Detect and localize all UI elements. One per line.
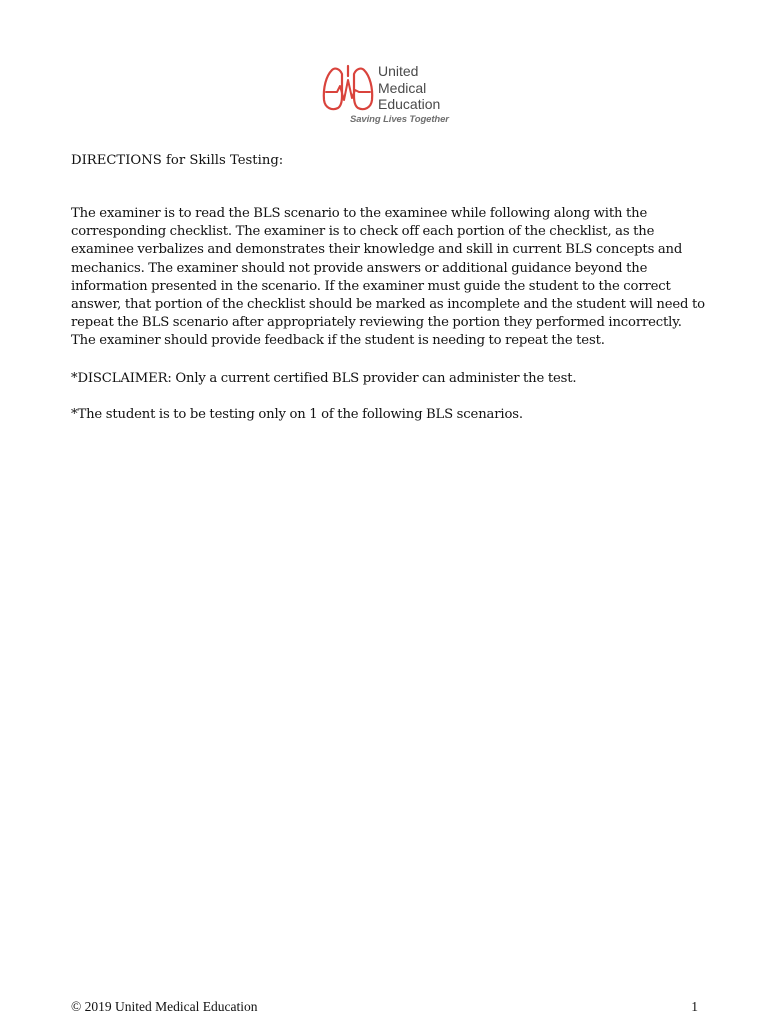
paragraph-line: The examiner should provide feedback if the student is needing to repeat the test. <box>71 333 605 349</box>
logo-word: Medical <box>378 79 427 96</box>
scenario-note-paragraph <box>71 406 711 424</box>
paragraph-line: repeat the BLS scenario after appropriately reviewing the portion they performed incorrectly. <box>71 315 682 331</box>
company-logo <box>322 62 462 126</box>
paragraph-line: mechanics. The examiner should not provide answers or additional guidance beyond the <box>71 260 648 276</box>
page-title: DIRECTIONS for Skills Testing: <box>71 153 284 168</box>
footer-copyright: © 2019 United Medical Education <box>71 999 258 1014</box>
logo-word: Education <box>378 96 441 112</box>
paragraph-line: answer, that portion of the checklist should be marked as incomplete and the student will need to <box>71 297 705 313</box>
logo-tagline: Saving Lives Together <box>350 114 449 125</box>
paragraph-line: The examiner is to read the BLS scenario to the examinee while following along with the <box>71 206 648 221</box>
paragraph-line: information presented in the scenario. If the examiner must guide the student to the correct <box>71 278 671 294</box>
page-number: 1 <box>691 999 698 1014</box>
paragraph-line: *DISCLAIMER: Only a current certified BLS provider can administer the test. <box>71 371 577 386</box>
paragraph-line: examinee verbalizes and demonstrates their knowledge and skill in current BLS concepts and <box>71 242 683 258</box>
disclaimer-paragraph <box>71 370 711 388</box>
directions-paragraph <box>71 205 711 351</box>
logo-word: United <box>378 63 419 79</box>
paragraph-line: corresponding checklist. The examiner is to check off each portion of the checklist, as the <box>71 224 655 240</box>
logo-wordmark <box>378 63 440 113</box>
lungs-heartbeat-icon <box>322 64 374 112</box>
paragraph-line: *The student is to be testing only on 1 of the following BLS scenarios. <box>71 407 523 422</box>
